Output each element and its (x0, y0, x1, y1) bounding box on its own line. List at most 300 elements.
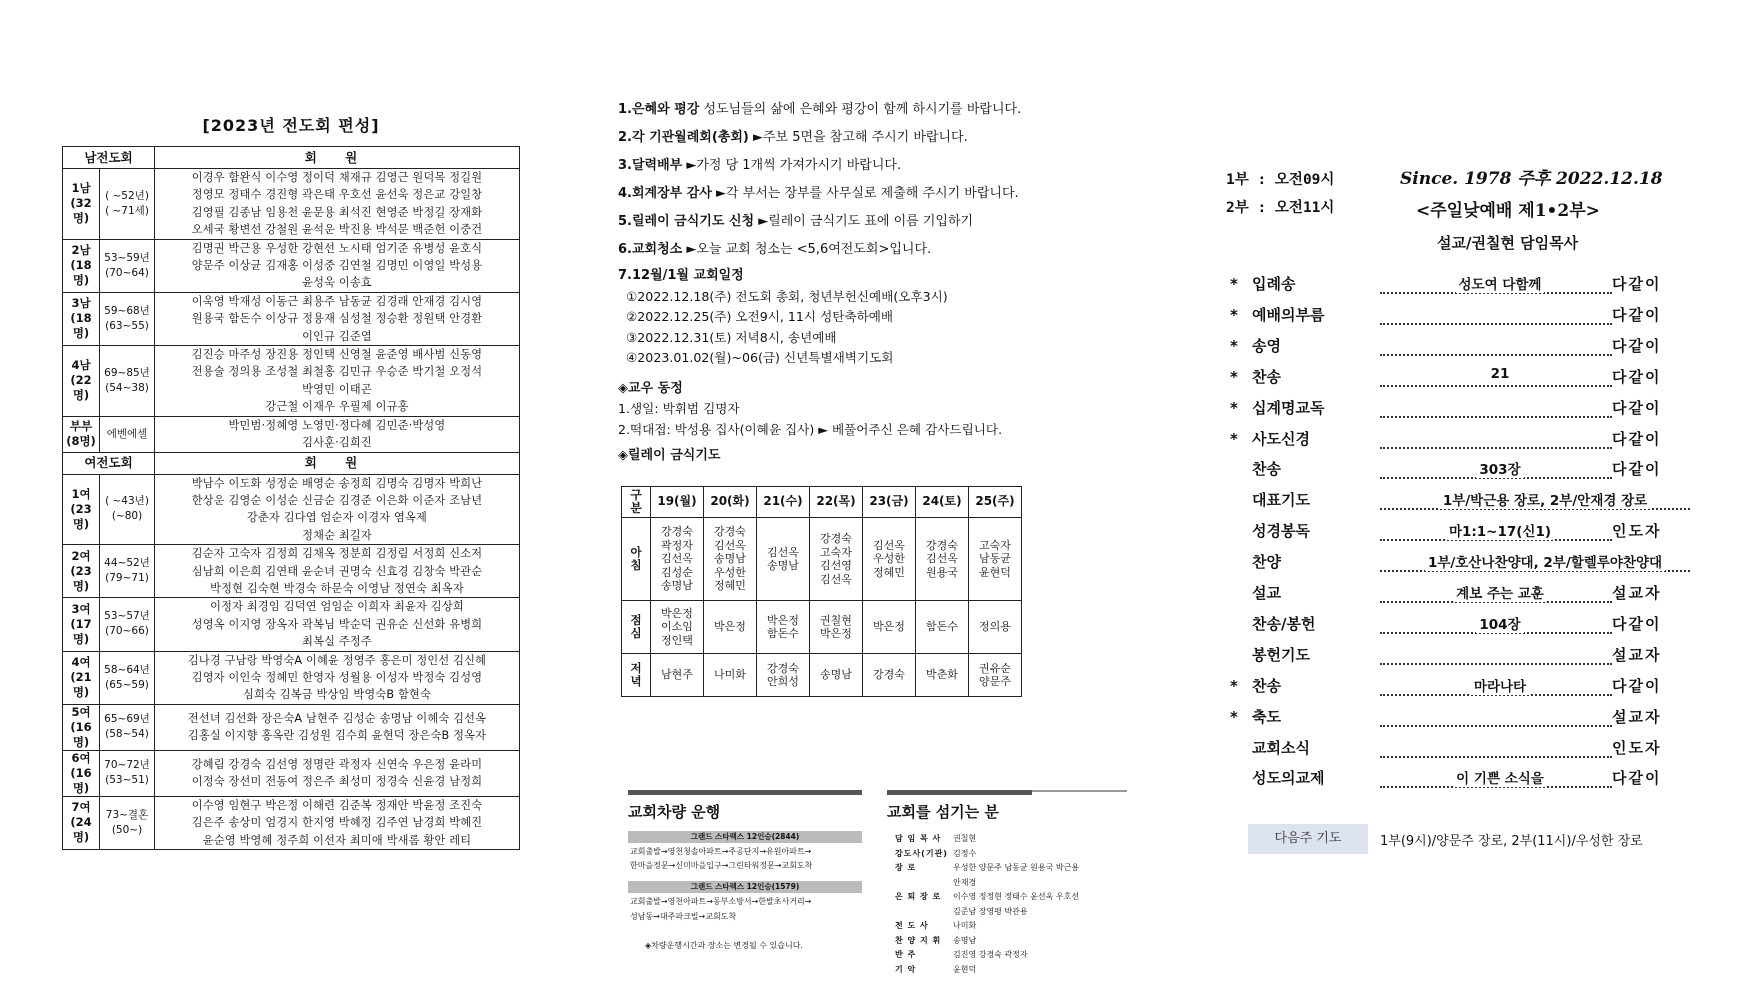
worship-order-item (1230, 548, 1690, 578)
relay-cell (916, 518, 969, 601)
relay-name: 곽정자 (661, 538, 693, 552)
servant-row (895, 906, 1028, 917)
relay-name: 양문주 (979, 675, 1011, 688)
group-count: (18명) (70, 258, 92, 288)
notice-item-text: ►주보 5면을 참고해 주시기 바랍니다. (748, 130, 968, 145)
group-age-cell (100, 416, 155, 452)
group-name-cell (63, 292, 100, 345)
relay-day-header: 23(금) (863, 487, 916, 518)
order-middle (1380, 551, 1710, 571)
group-age: 53~59년 (104, 251, 150, 264)
order-right: 다같이 (1612, 336, 1662, 355)
order-dots (1380, 703, 1612, 727)
group-members-line: 정채순 최길자 (302, 528, 372, 542)
order-middle (1400, 273, 1600, 293)
group-age: 44~52년 (104, 557, 150, 570)
relay-name: 김선옥 (820, 572, 852, 586)
servant-role: 장 로 (895, 863, 917, 872)
servant-names: 나미화 (953, 921, 977, 930)
group-age-cell (100, 169, 155, 240)
notice-item-text: 성도님들의 삶에 은혜와 평강이 함께 하시기를 바랍니다. (699, 102, 1022, 117)
group-members-line: 성영옥 이지영 장옥자 곽복님 박순덕 권유순 신선화 유병희 (191, 617, 483, 631)
order-middle-text: 마1:1~17(신1) (1446, 524, 1554, 540)
relay-row (622, 601, 1022, 654)
relay-cell (969, 601, 1022, 654)
relay-cell (810, 518, 863, 601)
relay-name: 강경숙 (661, 525, 693, 539)
relay-cell (651, 654, 704, 697)
order-star: * (1230, 676, 1238, 695)
men-group-row (63, 169, 520, 240)
notice-list (618, 96, 1098, 264)
relay-name: 정혜민 (873, 565, 905, 579)
group-name: 2남 (71, 243, 91, 258)
order-right: 설교자 (1612, 707, 1662, 726)
group-members-line: 이정자 최경임 김덕연 엄임순 이희자 최윤자 김상희 (210, 600, 464, 614)
servant-row (895, 833, 976, 844)
group-age: (70~64) (105, 266, 149, 279)
servant-names: 윤현덕 (953, 964, 977, 974)
group-members-line: 김영필 김종남 임용천 윤문용 최석진 현영준 박정길 장재화 (191, 205, 483, 219)
car-tag-1: 그랜드 스타렉스 12인승(2844) (628, 831, 862, 843)
group-age-cell (100, 545, 155, 598)
order-label: 성도의교제 (1252, 769, 1325, 788)
relay-name: 고숙자 (820, 545, 852, 559)
relay-day-header: 24(토) (916, 487, 969, 518)
group-name: 3남 (71, 296, 91, 311)
schedule-item: ①2022.12.18(주) 전도회 총회, 청년부헌신예배(오후3시) (626, 288, 948, 304)
worship-order-item (1230, 672, 1690, 702)
group-age: (53~51) (105, 774, 149, 787)
servant-names: 송명남 (953, 935, 977, 945)
group-age: (58~54) (105, 728, 149, 741)
group-members-line: 이욱영 박재성 이동근 최용주 남동균 김경래 안재경 김시영 (191, 294, 483, 308)
group-age-cell (100, 796, 155, 849)
order-label: 송영 (1252, 336, 1281, 355)
group-age-cell (100, 750, 155, 796)
order-label: 찬송 (1252, 676, 1281, 695)
group-age: (70~66) (105, 625, 149, 638)
relay-cell (704, 518, 757, 601)
worship-order-item (1230, 394, 1690, 424)
group-members-line: 전선녀 김선화 장은숙A 남현주 김성순 송명남 이혜숙 김선옥 (187, 711, 487, 725)
order-middle-text: 21 (1488, 366, 1513, 382)
worship-order-item (1230, 301, 1690, 331)
relay-name: 정혜민 (714, 579, 746, 593)
relay-day-header: 22(목) (810, 487, 863, 518)
relay-row-label (622, 601, 651, 654)
women-group-row (63, 545, 520, 598)
group-members-line: 윤성욱 이송효 (302, 276, 372, 290)
relay-cell (651, 518, 704, 601)
group-members-line: 심희숙 김복금 박상임 박영숙B 함현숙 (242, 688, 431, 702)
group-members-line: 김은주 송상미 엄경지 한지영 박혜정 김주연 남경희 박혜진 (191, 816, 483, 830)
relay-name: 송명남 (661, 579, 693, 593)
group-members-cell (155, 169, 520, 240)
news-item: 2.떡대접: 박성용 집사(이혜윤 집사) ► 베풀어주신 은혜 감사드립니다. (618, 421, 1003, 437)
group-members-line: 강혜림 강경숙 김선영 정명란 곽정자 신연숙 우은정 윤라미 (191, 757, 483, 771)
relay-row (622, 518, 1022, 601)
group-age-cell (100, 474, 155, 545)
relay-name: 송명남 (820, 668, 852, 682)
relay-day-header: 21(수) (757, 487, 810, 518)
relay-row-label-char: 아 (630, 545, 642, 559)
women-group-row (63, 598, 520, 651)
group-name-cell (63, 750, 100, 796)
relay-corner-char: 구 (630, 488, 642, 502)
order-middle-text: 성도여 다함께 (1456, 277, 1545, 293)
group-age: 70~72년 (104, 759, 150, 772)
group-members-line: 심남희 이은희 김연태 윤순녀 권명숙 신효경 김창숙 박관순 (191, 564, 483, 578)
notice-item-text: ►오늘 교회 청소는 <5,6여전도회>입니다. (682, 242, 932, 257)
servant-role: 강도사(기관) (895, 848, 948, 858)
group-age: 73~결혼 (105, 808, 149, 821)
order-right: 다같이 (1612, 398, 1662, 417)
relay-name: 함돈수 (767, 627, 799, 640)
notice-item (618, 236, 1098, 264)
order-right: 설교자 (1612, 584, 1662, 602)
men-group-row (63, 292, 520, 345)
relay-cell (863, 518, 916, 601)
order-label: 찬송/봉헌 (1252, 614, 1316, 633)
notice-item (618, 124, 1098, 152)
women-group-row (63, 474, 520, 545)
relay-name: 권유순 (979, 661, 1011, 675)
relay-corner-char: 분 (630, 501, 642, 515)
women-group-row (63, 651, 520, 704)
relay-day-header: 20(화) (704, 487, 757, 518)
relay-name: 박은정 (820, 627, 852, 640)
group-name-cell (63, 796, 100, 849)
group-members-cell (155, 239, 520, 292)
group-age: 59~68년 (104, 304, 150, 317)
group-age: ( ~43년) (105, 495, 149, 508)
notice-item-title: 1.은혜와 평강 (618, 102, 700, 117)
order-right: 다같이 (1612, 769, 1662, 788)
group-age: 69~85년 (104, 366, 150, 379)
relay-cell (757, 518, 810, 601)
notice-item-text: ►각 부서는 장부를 사무실로 제출해 주시기 바랍니다. (711, 186, 1019, 201)
group-members-line: 한상운 김영순 이성순 신금순 김경준 이은화 이준자 조남년 (191, 493, 483, 507)
servant-role: 담 임 목 사 (895, 834, 942, 843)
service-time-1: 1부 : 오전09시 (1226, 172, 1335, 188)
group-age: (54~38) (105, 381, 149, 394)
relay-name: 원용국 (926, 565, 958, 579)
servants-box-title: 교회를 섬기는 분 (887, 803, 999, 821)
relay-cell (757, 601, 810, 654)
order-right: 다같이 (1612, 305, 1662, 324)
order-star: * (1230, 429, 1238, 448)
relay-cell (969, 518, 1022, 601)
worship-order-item (1230, 455, 1690, 485)
relay-cell (969, 654, 1022, 697)
group-members-cell (155, 545, 520, 598)
notice-item (618, 96, 1098, 124)
relay-cell (757, 654, 810, 697)
order-middle-text: 1부/호산나찬양대, 2부/할렐루야찬양대 (1425, 555, 1665, 571)
group-name-cell (63, 239, 100, 292)
servant-names: 김준남 장영평 박관용 (953, 906, 1028, 916)
relay-name: 박은정 (661, 606, 693, 620)
worship-order-item (1230, 486, 1690, 516)
group-count: (8명) (66, 434, 96, 449)
relay-row (622, 654, 1022, 697)
news-item: 1.생일: 박휘범 김명자 (618, 401, 740, 416)
relay-row-label-char: 침 (630, 558, 642, 572)
relay-name: 송명남 (767, 559, 799, 572)
group-name: 2여 (71, 548, 91, 563)
servant-names: 김진영 강경숙 곽정자 (953, 950, 1028, 959)
relay-name: 강경숙 (873, 668, 905, 682)
car-route-2b: 성남동→대주파크빌→교회도착 (630, 912, 737, 921)
order-label: 찬양 (1252, 553, 1281, 572)
relay-cell (704, 654, 757, 697)
men-header-group: 남전도회 (63, 147, 155, 169)
women-header-group: 여전도회 (63, 452, 155, 474)
group-count: (18명) (70, 311, 92, 341)
servant-names: 이수영 정정현 정태수 윤선욱 우호선 (953, 892, 1080, 901)
notices (618, 96, 1098, 467)
group-members-line: 오세국 황변선 강철원 윤석운 박진용 박석문 백준헌 이중건 (191, 223, 483, 237)
order-right: 다같이 (1612, 429, 1662, 448)
order-middle (1380, 489, 1710, 509)
order-middle-text: 303장 (1476, 462, 1523, 478)
group-members-line: 김나경 구남랑 박영숙A 이혜윤 정영주 홍은미 정인선 김신혜 (187, 653, 487, 667)
relay-name: 박춘화 (926, 668, 958, 682)
group-age: (~80) (111, 510, 143, 523)
group-members-line: 김영자 이인숙 정혜민 한영자 성월용 이성자 박정숙 김성영 (191, 670, 483, 684)
notice-item-text: ►가정 당 1개씩 가져가시기 바랍니다. (682, 158, 902, 173)
relay-name: 남동균 (979, 552, 1011, 566)
servant-row (895, 848, 976, 859)
order-label: 찬송 (1252, 460, 1281, 479)
group-members-line: 이정숙 장선미 전동여 정은주 최성미 정경숙 신윤경 남정희 (191, 775, 483, 789)
relay-name: 강경숙 (714, 525, 746, 539)
order-star: * (1230, 275, 1238, 293)
order-middle-text: 마라나타 (1471, 679, 1529, 695)
order-star: * (1230, 336, 1238, 355)
group-age: (63~55) (105, 319, 149, 332)
order-dots (1380, 641, 1612, 665)
group-name-cell (63, 545, 100, 598)
schedule-item: ④2023.01.02(월)~06(금) 신년특별새벽기도회 (626, 350, 894, 365)
women-header-row (63, 452, 520, 474)
order-middle-text: 104장 (1476, 617, 1523, 633)
group-members-line: 이수영 임현구 박은정 이해련 김준복 정재안 박윤정 조진숙 (191, 798, 483, 812)
order-right: 인도자 (1612, 738, 1662, 757)
group-age-cell (100, 292, 155, 345)
group-members-line: 김순자 고숙자 김정희 김채옥 정분희 김정림 서정희 신소저 (191, 547, 483, 561)
group-count: (22명) (70, 373, 92, 403)
relay-name: 박은정 (767, 613, 799, 627)
men-group-row (63, 239, 520, 292)
group-members-cell (155, 346, 520, 417)
schedule-title: 7.12월/1월 교회일정 (618, 268, 744, 283)
group-name: 7여 (71, 800, 91, 815)
order-label: 축도 (1252, 707, 1281, 726)
relay-name: 김선옥 (714, 538, 746, 552)
relay-name: 송명남 (714, 552, 746, 566)
order-middle (1400, 366, 1600, 382)
group-count: (17명) (70, 616, 92, 646)
servant-names: 우성한 양문주 남동균 원용국 박근용 (953, 863, 1080, 872)
relay-corner (622, 487, 651, 518)
order-label: 봉헌기도 (1252, 645, 1310, 664)
servant-role: 반 주 (895, 950, 917, 959)
group-name: 6여 (71, 750, 91, 765)
group-members-line: 박정현 김숙현 박경숙 하문숙 이영남 정연숙 최옥자 (210, 581, 464, 595)
notice-item-title: 6.교회청소 (618, 242, 683, 257)
worship-order-item (1230, 517, 1690, 547)
relay-row-label-char: 녁 (630, 674, 642, 688)
order-label: 십계명교독 (1252, 398, 1325, 417)
relay-row-label (622, 654, 651, 697)
order-right: 인도자 (1612, 522, 1662, 541)
car-route-1b: 한마을정문→신미마을입구→그린타워정문→교회도착 (630, 861, 813, 870)
group-age: (65~59) (105, 678, 149, 691)
group-members-line: 원용국 함돈수 이상규 정용재 심성철 정승환 정원택 안경환 (191, 312, 483, 326)
group-members-cell (155, 416, 520, 452)
relay-name: 이소임 (661, 620, 693, 634)
relay-name: 강경숙 (767, 661, 799, 675)
group-count: (24명) (70, 815, 92, 845)
servant-row (895, 862, 1079, 873)
group-name: 4여 (71, 655, 91, 670)
order-middle (1400, 520, 1600, 540)
relay-name: 김선옥 (661, 552, 693, 566)
group-members-cell (155, 474, 520, 545)
order-right: 다같이 (1612, 614, 1662, 633)
group-members-line: 전용술 정의용 조성철 최철홍 김민규 우승준 박기철 오정석 (191, 365, 483, 379)
servant-names: 김정수 (953, 848, 977, 858)
news-list (618, 399, 1098, 440)
service-title: <주일낮예배 제1•2부> (1416, 201, 1600, 221)
group-age: (79~71) (105, 572, 149, 585)
car-box-title: 교회차량 운행 (628, 803, 721, 821)
order-label: 교회소식 (1252, 738, 1310, 757)
order-star: * (1230, 305, 1238, 324)
relay-name: 박은정 (873, 620, 905, 634)
order-middle (1400, 613, 1600, 633)
group-members-cell (155, 750, 520, 796)
notice-item-text: ►릴레이 금식기도 표에 이름 기입하기 (754, 214, 974, 229)
group-name-cell (63, 598, 100, 651)
group-members-line: 김사훈·김희진 (302, 436, 372, 450)
car-route-1a: 교회출발→영천청솔아파트→주공단지→유원아파트→ (630, 847, 812, 856)
group-members-cell (155, 651, 520, 704)
car-tag-2: 그랜드 스타렉스 12인승(1579) (628, 881, 862, 893)
group-members-line: 정영모 정태수 경진형 곽은태 우호선 윤선욱 정은교 강일창 (191, 188, 483, 202)
order-middle (1400, 582, 1600, 602)
order-right: 다같이 (1612, 676, 1662, 695)
schedule-item: ②2022.12.25(주) 오전9시, 11시 성탄축하예배 (626, 309, 894, 324)
relay-name: 박은정 (714, 620, 746, 634)
group-members-line: 박남수 이도화 성정순 배영순 송정희 김명숙 김명자 박희난 (191, 476, 483, 490)
relay-cell (810, 654, 863, 697)
relay-cell (916, 654, 969, 697)
women-group-row (63, 750, 520, 796)
group-members-line: 박민범·정혜영 노영민·정다혜 김민준·박성영 (228, 418, 446, 432)
notice-item (618, 152, 1098, 180)
relay-day-header: 25(주) (969, 487, 1022, 518)
relay-name: 김선옥 (873, 538, 905, 552)
order-star: * (1230, 707, 1238, 726)
next-prayer-label: 다음주 기도 (1248, 824, 1368, 854)
worship-order-item (1230, 270, 1690, 300)
order-dots (1380, 734, 1612, 758)
order-middle (1400, 675, 1600, 695)
group-age-cell (100, 239, 155, 292)
group-members-line: 양문주 이상균 김재홍 이성중 김연철 김명민 이영일 박성용 (191, 259, 483, 273)
relay-header-row (622, 487, 1022, 518)
servant-row (895, 877, 976, 888)
servant-role: 전 도 사 (895, 921, 929, 930)
group-members-line: 김홍실 이지향 홍옥란 김성원 김수희 윤현덕 장은숙B 정옥자 (187, 729, 487, 743)
relay-name: 나미화 (714, 668, 746, 682)
group-name-cell (63, 474, 100, 545)
notice-item-title: 3.달력배부 (618, 158, 683, 173)
group-members-line: 윤순영 박영혜 정주희 이선자 최미애 박새롬 황안 레티 (202, 833, 472, 847)
order-label: 사도신경 (1252, 429, 1310, 448)
group-name: 4남 (71, 358, 91, 373)
relay-name: 김성순 (661, 565, 693, 579)
group-age: 58~64년 (104, 663, 150, 676)
group-age: 53~57년 (104, 610, 150, 623)
men-group-row (63, 346, 520, 417)
worship-order-item (1230, 425, 1690, 455)
group-name: 3여 (71, 601, 91, 616)
service-time-2: 2부 : 오전11시 (1226, 200, 1335, 216)
group-members-line: 김진승 마주성 장진용 정인택 신영철 윤준영 배사범 신동영 (191, 348, 483, 362)
group-members-line: 최복실 주정주 (302, 635, 372, 649)
servant-row (895, 949, 1028, 960)
servant-row (895, 920, 976, 931)
relay-title: ◈릴레이 금식기도 (618, 448, 721, 463)
order-middle-text: 1부/박근용 장로, 2부/안재경 장로 (1440, 493, 1650, 509)
relay-cell (863, 601, 916, 654)
group-age: 에벤에셀 (106, 427, 148, 440)
relay-name: 함돈수 (926, 620, 958, 634)
order-right: 설교자 (1612, 645, 1662, 664)
servant-names: 권칠현 (953, 834, 977, 843)
car-route-2a: 교회출발→영천아파트→동부소방서→한발초사거리→ (630, 897, 812, 906)
relay-name: 강경숙 (820, 532, 852, 545)
order-label: 설교 (1252, 584, 1281, 602)
order-label: 입례송 (1252, 275, 1296, 293)
group-name-cell (63, 651, 100, 704)
notice-item-title: 4.회계장부 감사 (618, 186, 712, 201)
group-age: (50~) (111, 823, 143, 836)
men-header-members: 회 원 (155, 147, 520, 169)
worship-order-item (1230, 363, 1690, 393)
group-name: 5여 (71, 704, 91, 719)
group-age: ( ~71세) (105, 204, 149, 217)
relay-cell (810, 601, 863, 654)
relay-row-label-char: 저 (630, 661, 642, 675)
group-roster-title: [2023년 전도회 편성] (202, 116, 380, 135)
group-age: 65~69년 (104, 713, 150, 726)
group-age-cell (100, 704, 155, 750)
relay-cell (704, 601, 757, 654)
group-members-line: 이인규 김준열 (302, 329, 372, 343)
group-name-cell (63, 416, 100, 452)
order-star: * (1230, 367, 1238, 386)
group-name: 1여 (71, 486, 91, 501)
men-header-row (63, 147, 520, 169)
group-members-cell (155, 598, 520, 651)
servants-box-bar-2 (1032, 790, 1127, 792)
worship-order-item (1230, 332, 1690, 362)
